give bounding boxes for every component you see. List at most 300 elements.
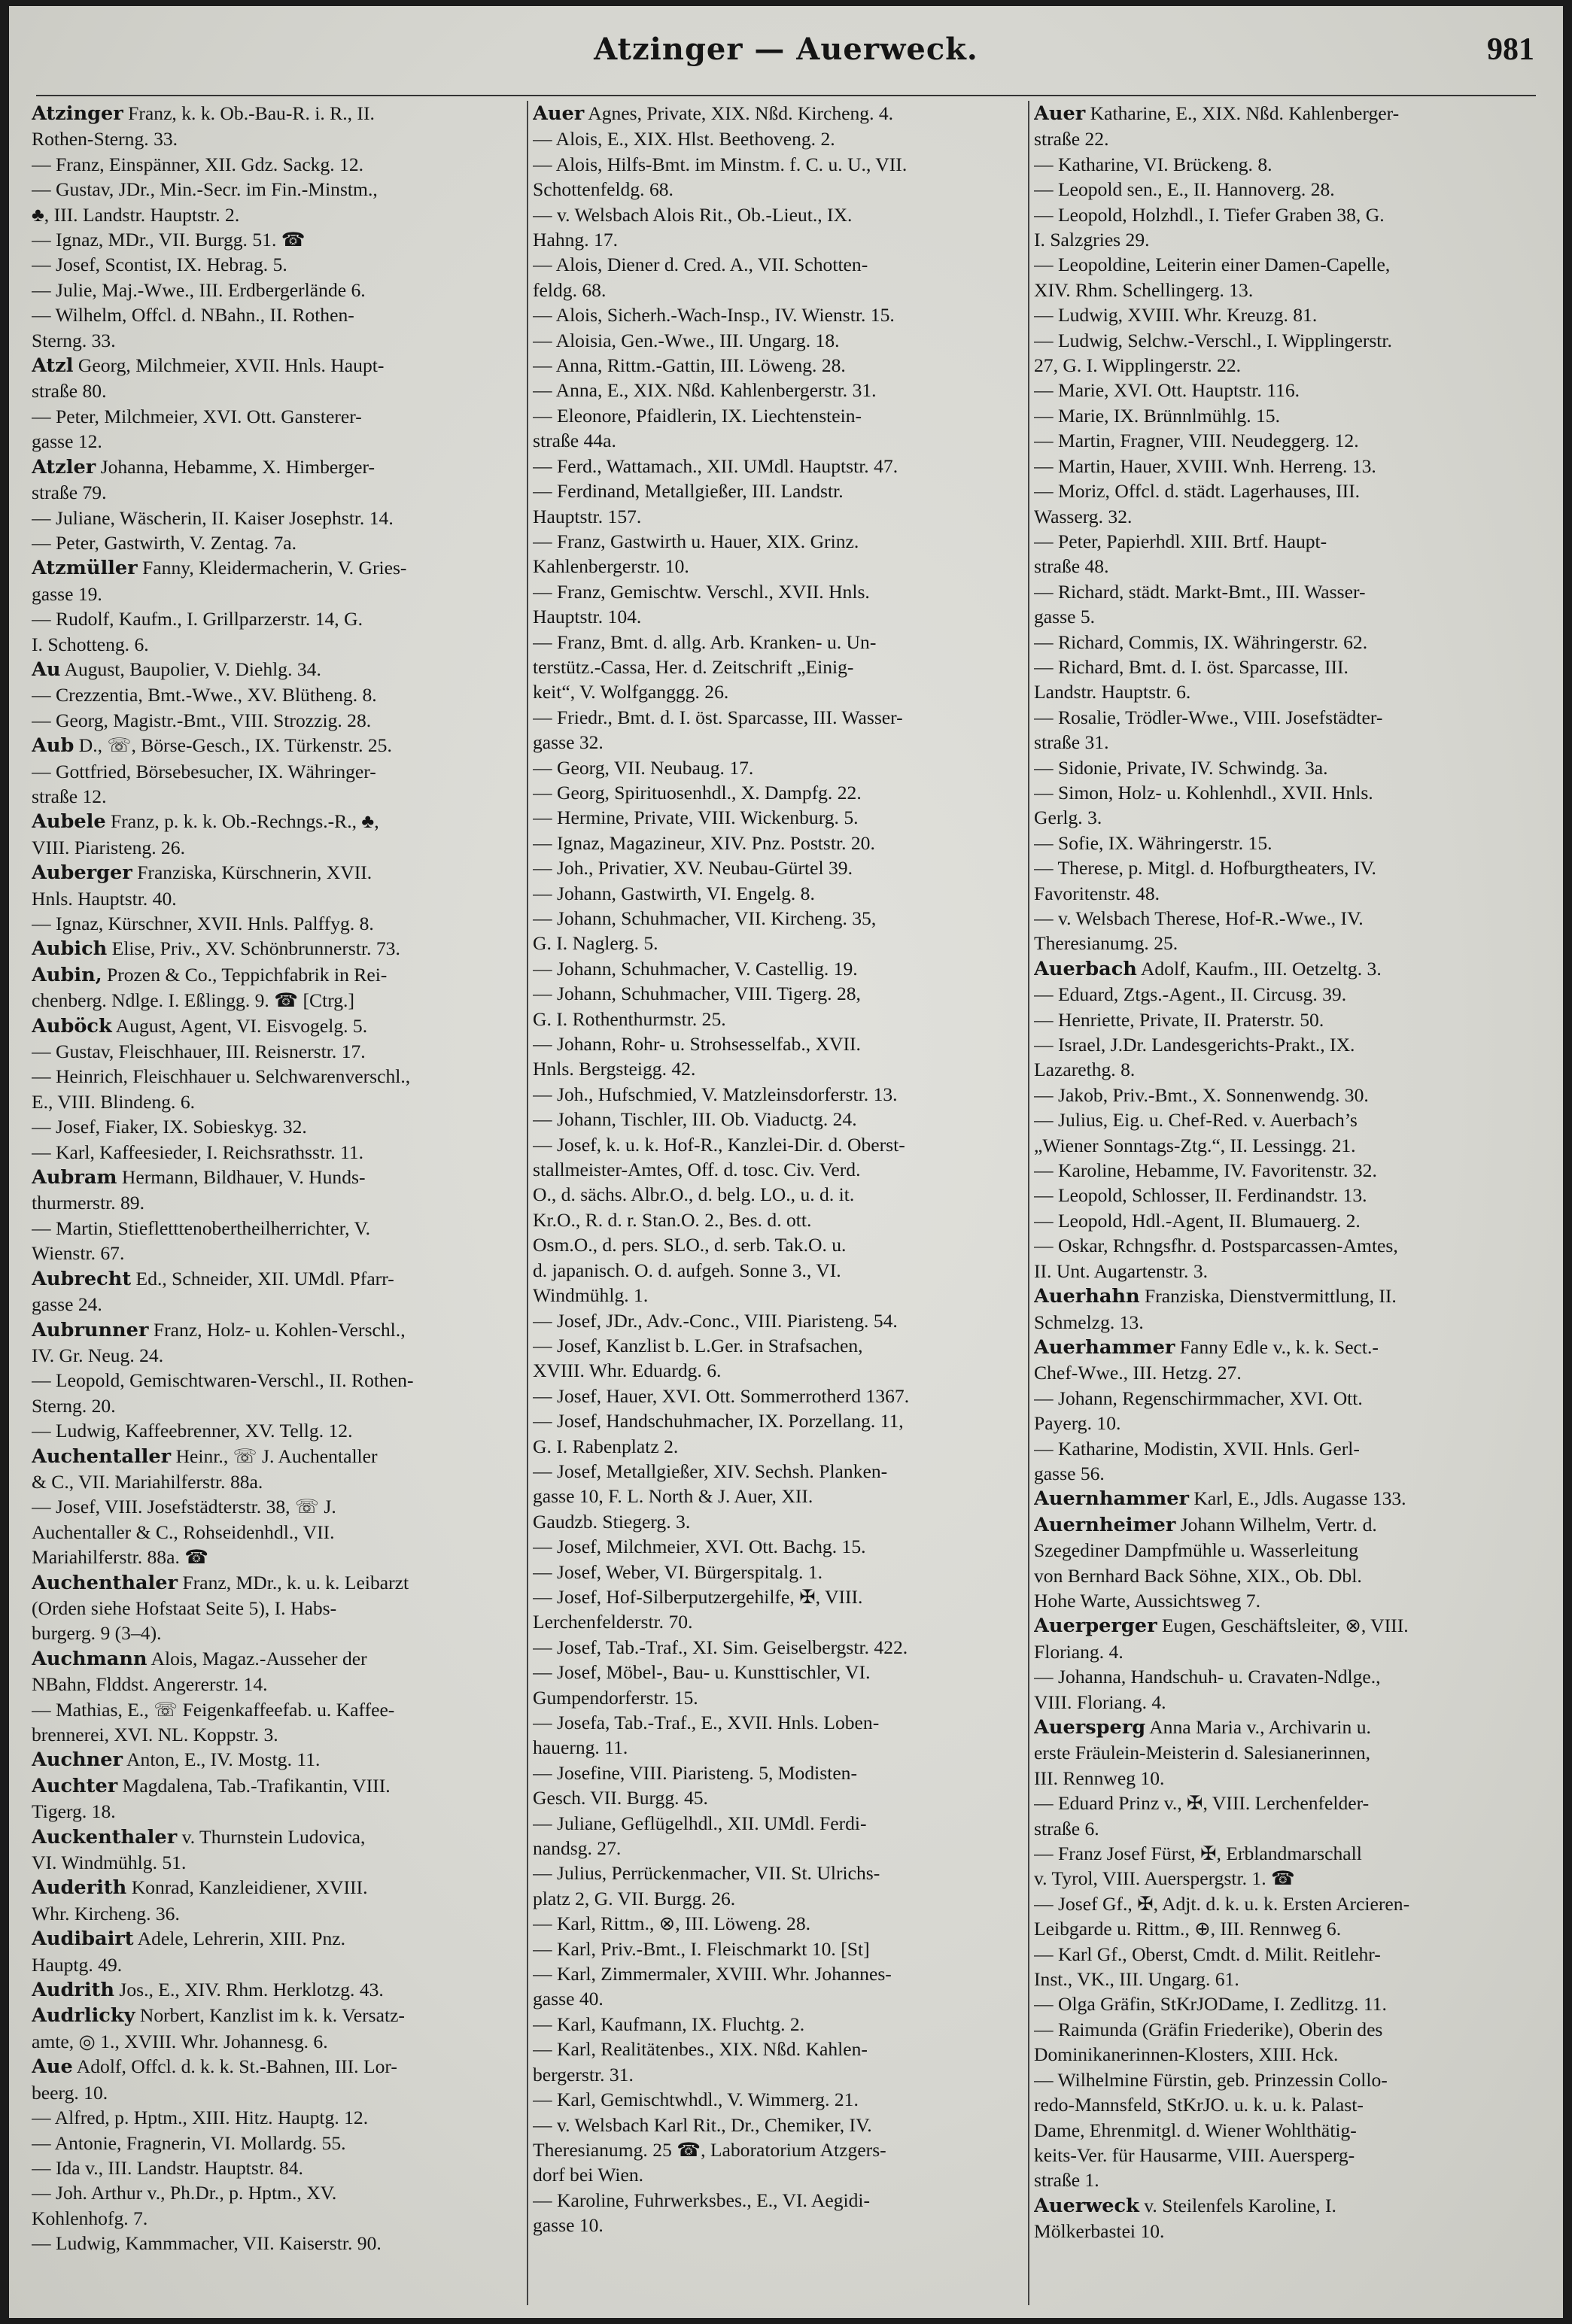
directory-entry [533,478,1022,529]
directory-entry [32,1216,521,1266]
directory-entry [1034,152,1532,177]
directory-entry [32,530,521,555]
directory-entry [533,1760,1022,1811]
entry-text: — Karoline, Fuhrwerksbes., E., VI. Aegidi- gasse 10. [533,2189,871,2237]
entry-text: — Ida v., III. Landstr. Hauptstr. 84. [32,2156,303,2179]
directory-entry [1034,982,1532,1007]
entry-text: — Peter, Gastwirth, V. Zentag. 7a. [32,531,297,554]
directory-entry [32,1824,521,1876]
directory-entry [533,981,1022,1031]
entry-text: — Joh., Privatier, XV. Neubau-Gürtel 39. [533,857,853,879]
entry-text: — Richard, Bmt. d. I. öst. Sparcasse, III. Landstr. Hauptstr. 6. [1034,655,1349,703]
entry-text: — Leopold sen., E., II. Hannoverg. 28. [1034,178,1335,201]
entry-text: — Alois, Sicherh.-Wach-Insp., IV. Wienstr. 15. [533,304,895,327]
entry-text: Adele, Lehrerin, XIII. Pnz. Hauptg. 49. [32,1928,346,1976]
entry-text: Fanny, Kleidermacherin, V. Gries- gasse 19. [32,557,407,605]
directory-entry [32,1747,521,1773]
entry-surname: Aubich [32,937,108,961]
entry-text: — Johanna, Handschuh- u. Cravaten-Ndlge., VIII. Floriang. 4. [1034,1666,1381,1713]
directory-entry [533,2012,1022,2037]
column-3 [1034,101,1532,2305]
directory-entry [533,126,1022,151]
directory-entry [1034,906,1532,956]
entry-text: — Franz, Bmt. d. allg. Arb. Kranken- u. Un- terstütz.-Cassa, Her. d. Zeitschrift „Einig- keit“, V. Wolfganggg. 26. [533,630,877,703]
directory-entry [533,2188,1022,2238]
entry-text: — Oskar, Rchngsfhr. d. Postsparcassen-Amtes, II. Unt. Augartenstr. 3. [1034,1235,1398,1282]
directory-entry [32,1165,521,1216]
entry-text: Konrad, Kanzleidiener, XVIII. Whr. Kircheng. 36. [32,1876,368,1925]
directory-entry [32,1773,521,1824]
directory-entry [1034,1512,1532,1614]
directory-entry [533,378,1022,403]
directory-entry [533,454,1022,478]
directory-entry [1034,1991,1532,2016]
entry-text: Karl, E., Jdls. Augasse 133. [1188,1487,1406,1510]
entry-surname: Aubele [32,810,106,834]
entry-text: — Richard, städt. Markt-Bmt., III. Wasser- gasse 5. [1034,580,1366,628]
entry-text: — Karl, Zimmermaler, XVIII. Whr. Johannes- gasse 40. [533,1963,892,2010]
entry-text: — Alfred, p. Hptm., XIII. Hitz. Hauptg. 12. [32,2107,369,2129]
entry-text: — Josef, Metallgießer, XIV. Sechsh. Planken- gasse 10, F. L. North & J. Auer, XII. Gaudzb. Stiegerg. 3. [533,1460,888,1533]
directory-entry [1034,831,1532,855]
directory-entry [1034,101,1532,152]
entry-surname: Auerperger [1034,1615,1157,1638]
directory-entry [1034,1083,1532,1107]
entry-text: — Gustav, JDr., Min.-Secr. im Fin.-Minstm., ♣, III. Landstr. Hauptstr. 2. [32,178,378,226]
entry-text: — Eduard, Ztgs.-Agent., II. Circusg. 39. [1034,983,1347,1006]
entry-text: — Franz, Einspänner, XII. Gdz. Sackg. 12. [32,153,364,175]
entry-text: — Franz, Gemischtw. Verschl., XVII. Hnls. Hauptstr. 104. [533,580,870,628]
directory-entry [533,1082,1022,1107]
entry-text: — Rudolf, Kaufm., I. Grillparzerstr. 14, G. I. Schotteng. 6. [32,608,363,655]
directory-entry [533,705,1022,755]
directory-entry [32,657,521,682]
directory-entry [32,177,521,227]
entry-text: Ed., Schneider, XII. UMdl. Pfarr- gasse 24. [32,1267,394,1316]
entry-text: Prozen & Co., Teppichfabrik in Rei- chenberg. Ndlge. I. Eßlingg. 9. ☎ [Ctrg.] [32,963,388,1012]
entry-surname: Audrith [32,1979,114,2002]
directory-entry [533,1660,1022,1710]
entry-text: — Martin, Fragner, VIII. Neudeggerg. 12. [1034,430,1359,452]
directory-entry [32,252,521,277]
directory-entry [32,1317,521,1369]
directory-entry [533,302,1022,327]
entry-text: — Josef, Milchmeier, XVI. Ott. Bachg. 15. [533,1536,866,1558]
directory-entry [32,404,521,454]
directory-entry [533,1861,1022,1911]
entry-surname: Auböck [32,1014,112,1037]
directory-entry [533,780,1022,805]
directory-entry [533,1961,1022,2012]
directory-entry [32,1140,521,1165]
entry-text: — Ignaz, MDr., VII. Burgg. 51. ☎ [32,229,306,251]
entry-text: Elise, Priv., XV. Schönbrunnerstr. 73. [107,937,400,960]
directory-entry [1034,755,1532,780]
directory-entry [32,1368,521,1418]
directory-entry [32,278,521,302]
directory-entry [533,2037,1022,2087]
entry-surname: Atzl [32,354,74,378]
entry-text: — Leopold, Hdl.-Agent, II. Blumauerg. 2. [1034,1209,1361,1232]
entry-text: — Karl, Rittm., ⊗, III. Löweng. 28. [533,1912,811,1935]
entry-text: Franz, p. k. k. Ob.-Rechngs.-R., ♣, VIII. Piaristeng. 26. [32,810,379,858]
entry-surname: Auernheimer [1034,1513,1176,1536]
entry-text: — Josef, Weber, VI. Bürgerspitalg. 1. [533,1560,823,1583]
entry-text: — Georg, Spirituosenhdl., X. Dampfg. 22. [533,781,862,804]
page-number: 981 [1487,32,1534,67]
entry-text: — Juliane, Wäscherin, II. Kaiser Josephstr. 14. [32,506,394,529]
entry-text: — Richard, Commis, IX. Währingerstr. 62. [1034,630,1368,653]
entry-text: — Johann, Rohr- u. Strohsesselfab., XVII. Hnls. Bergsteigg. 42. [533,1033,861,1080]
directory-entry [1034,529,1532,579]
directory-entry [1034,780,1532,831]
entry-text: — Marie, XVI. Ott. Hauptstr. 116. [1034,379,1300,402]
directory-entry [1034,1107,1532,1158]
directory-entry [32,1977,521,2003]
directory-entry [32,1926,521,1977]
directory-entry [1034,2193,1532,2244]
entry-surname: Auerweck [1034,2194,1139,2217]
directory-entry [533,805,1022,830]
entry-text: Franz, MDr., k. u. k. Leibarzt (Orden siehe Hofstaat Seite 5), I. Habs- burgerg. 9 (3–4). [32,1571,409,1645]
directory-entry [533,956,1022,981]
entry-text: — Julius, Perrückenmacher, VII. St. Ulrichs- platz 2, G. VII. Burgg. 26. [533,1862,880,1909]
entry-text: Magdalena, Tab.-Trafikantin, VIII. Tigerg. 18. [32,1774,391,1823]
entry-surname: Auderith [32,1876,127,1900]
directory-entry [1034,579,1532,630]
directory-entry [32,1697,521,1748]
directory-entry [1034,1841,1532,1891]
directory-entry [533,1560,1022,1584]
directory-page [9,6,1563,2318]
entry-text: — Johann, Schuhmacher, V. Castellig. 19. [533,957,858,980]
entry-text: — Friedr., Bmt. d. I. öst. Sparcasse, III. Wasser- gasse 32. [533,706,903,754]
entry-text: Anna Maria v., Archivarin u. erste Fräulein-Meisterin d. Salesianerinnen, III. Rennweg 10. [1034,1716,1371,1789]
entry-text: — Julius, Eig. u. Chef-Red. v. Auerbach’s „Wiener Sonntags-Ztg.“, II. Lessingg. 21. [1034,1109,1358,1156]
directory-entry [32,2054,521,2105]
directory-entry [32,2105,521,2130]
entry-text: — Josef, Handschuhmacher, IX. Porzellang. 11, G. I. Rabenplatz 2. [533,1410,904,1457]
entry-surname: Auchentaller [32,1445,172,1468]
entry-surname: Auernhammer [1034,1487,1189,1511]
entry-text: Johann Wilhelm, Vertr. d. Szegediner Dampfmühle u. Wasserleitung von Bernhard Back Söhne, XIX., Ob. Dbl. Hohe Warte, Aussichtsweg 7. [1034,1513,1377,1612]
entry-text: — Raimunda (Gräfin Friederike), Oberin des Dominikanerinnen-Klosters, XIII. Hck. [1034,2018,1383,2066]
directory-entry [1034,855,1532,906]
directory-entry [533,855,1022,880]
directory-entry [1034,1664,1532,1715]
directory-entry [1034,630,1532,655]
entry-text: — Alois, Hilfs-Bmt. im Minstm. f. C. u. U., VII. Schottenfeldg. 68. [533,153,908,201]
directory-entry [533,755,1022,780]
entry-text: — Wilhelm, Offcl. d. NBahn., II. Rothen- Sterng. 33. [32,304,354,351]
entry-text: — Josef, Tab.-Traf., XI. Sim. Geiselbergstr. 422. [533,1636,908,1658]
entry-text: — Simon, Holz- u. Kohlenhdl., XVII. Hnls. Gerlg. 3. [1034,781,1373,829]
entry-text: — Karl, Gemischtwhdl., V. Wimmerg. 21. [533,2089,859,2111]
entry-text: — Josef, Scontist, IX. Hebrag. 5. [32,254,287,276]
entry-text: — Josef, Fiaker, IX. Sobieskyg. 32. [32,1116,307,1138]
entry-text: — Sofie, IX. Währingerstr. 15. [1034,831,1272,854]
entry-text: — Leopold, Holzhdl., I. Tiefer Graben 38, G. I. Salzgries 29. [1034,203,1385,251]
entry-text: — Franz Josef Fürst, ✠, Erblandmarschall v. Tyrol, VIII. Auerspergstr. 1. ☎ [1034,1842,1362,1890]
directory-entry [533,1534,1022,1559]
entry-text: — Georg, Magistr.-Bmt., VIII. Strozzig. 28. [32,709,372,731]
directory-entry [1034,1032,1532,1083]
directory-entry [533,1384,1022,1408]
directory-entry [1034,1891,1532,1942]
directory-entry [533,1308,1022,1333]
entry-text: — Juliane, Geflügelhdl., XII. UMdl. Ferdi- nandsg. 27. [533,1812,867,1860]
entry-surname: Auersperg [1034,1716,1146,1739]
directory-entry [32,1266,521,1317]
directory-entry [1034,454,1532,478]
directory-entry [533,529,1022,579]
directory-entry [533,1408,1022,1459]
entry-text: — Ignaz, Magazineur, XIV. Pnz. Poststr. 20. [533,831,875,854]
column-2 [533,101,1022,2305]
directory-entry [533,1584,1022,1635]
column-1 [32,101,521,2305]
directory-entry [32,152,521,177]
directory-entry [1034,177,1532,202]
directory-entry [533,1811,1022,1861]
entry-surname: Auerbach [1034,957,1137,980]
directory-entry [533,1107,1022,1132]
entry-text: v. Steilenfels Karoline, I. Mölkerbastei 10. [1034,2194,1336,2243]
directory-entry [32,860,521,911]
entry-surname: Audibairt [32,1928,134,1951]
directory-entry [1034,1436,1532,1487]
entry-text: — Karl, Realitätenbes., XIX. Nßd. Kahlen- bergerstr. 31. [533,2038,868,2086]
directory-entry [32,2131,521,2155]
entry-text: — Rosalie, Trödler-Wwe., VIII. Josefstädter- straße 31. [1034,706,1383,754]
directory-entry [533,403,1022,454]
directory-entry [32,2003,521,2054]
entry-text: — Josef, k. u. k. Hof-R., Kanzlei-Dir. d. Oberst- stallmeister-Amtes, Off. d. tosc. Civ. Verd. O., d. sächs. Albr.O., d. belg. LO., u. d. it. Kr.O., R. d. r. Stan.O. 2., Bes. d. ott. Osm.O., d. pers. SLO., d. serb. Tak.O. u. d. japanisch. O. d. aufgeh. Sonne 3., VI. Windmühlg. 1. [533,1133,905,1307]
directory-entry [533,1710,1022,1760]
entry-text: — Antonie, Fragnerin, VI. Mollardg. 55. [32,2131,346,2154]
entry-text: Fanny Edle v., k. k. Sect.- Chef-Wwe., III. Hetzg. 27. [1034,1335,1379,1384]
entry-text: Johanna, Hebamme, X. Himberger- straße 79. [32,455,375,504]
directory-entry [533,202,1022,253]
entry-text: Norbert, Kanzlist im k. k. Versatz- amte, ◎ 1., XVIII. Whr. Johannesg. 6. [32,2004,405,2052]
directory-entry [1034,1208,1532,1233]
directory-entry [533,881,1022,906]
entry-surname: Audrlicky [32,2004,135,2028]
column-divider-1 [527,101,528,2305]
entry-text: Jos., E., XIV. Rhm. Herklotzg. 43. [114,1979,384,2001]
entry-text: — Johann, Tischler, III. Ob. Viaductg. 24. [533,1108,857,1131]
entry-text: — Leopoldine, Leiterin einer Damen-Capelle, XIV. Rhm. Schellingerg. 13. [1034,254,1391,301]
directory-entry [533,152,1022,202]
entry-text: Eugen, Geschäftsleiter, ⊗, VIII. Floriang. 4. [1034,1615,1409,1663]
entry-text: — Gottfried, Börsebesucher, IX. Währinger- straße 12. [32,760,376,807]
directory-entry [533,1031,1022,1082]
directory-entry [32,1418,521,1443]
directory-entry [533,906,1022,956]
entry-text: — Johann, Gastwirth, VI. Engelg. 8. [533,882,815,904]
entry-text: Adolf, Kaufm., III. Oetzeltg. 3. [1136,957,1382,980]
entry-surname: Atzler [32,455,96,478]
entry-text: Katharine, E., XIX. Nßd. Kahlenberger- straße 22. [1034,102,1400,150]
entry-surname: Auberger [32,861,132,885]
directory-entry [32,708,521,733]
entry-text: — Ludwig, Kammmacher, VII. Kaiserstr. 90. [32,2232,382,2255]
entry-text: — Joh. Arthur v., Ph.Dr., p. Hptm., XV. Kohlenhofg. 7. [32,2182,337,2229]
directory-entry [32,2231,521,2256]
directory-entry [32,101,521,152]
directory-entry [533,1132,1022,1308]
directory-entry [1034,2067,1532,2193]
directory-entry [1034,1486,1532,1511]
entry-surname: Atzinger [32,102,123,125]
directory-entry [32,1444,521,1495]
directory-entry [32,1039,521,1064]
entry-text: D., ☏, Börse-Gesch., IX. Türkenstr. 25. [74,734,392,757]
directory-entry [32,227,521,252]
entry-text: Franz, Holz- u. Kohlen-Verschl., IV. Gr. Neug. 24. [32,1318,406,1366]
entry-text: Franziska, Kürschnerin, XVII. Hnls. Hauptstr. 40. [32,861,372,910]
entry-text: v. Thurnstein Ludovica, VI. Windmühlg. 51. [32,1825,366,1874]
entry-text: Alois, Magaz.-Ausseher der NBahn, Flddst. Angererstr. 14. [32,1647,367,1696]
directory-entry [533,353,1022,378]
directory-entry [32,1646,521,1697]
entry-text: — Anna, Rittm.-Gattin, III. Löweng. 28. [533,354,846,377]
entry-text: — Ludwig, Selchw.-Verschl., I. Wipplingerstr. 27, G. I. Wipplingerstr. 22. [1034,329,1392,377]
directory-entry [533,630,1022,705]
entry-text: — Ferd., Wattamach., XII. UMdl. Hauptstr. 47. [533,454,899,477]
entry-text: — v. Welsbach Therese, Hof-R.-Wwe., IV. Theresianumg. 25. [1034,907,1364,955]
directory-entry [32,1064,521,1114]
directory-entry [1034,1715,1532,1791]
entry-text: — v. Welsbach Karl Rit., Dr., Chemiker, IV. Theresianumg. 25 ☎, Laboratorium Atzgers- dorf bei Wien. [533,2113,886,2186]
entry-text: — Gustav, Fleischhauer, III. Reisnerstr. 17. [32,1040,366,1063]
directory-entry [533,328,1022,353]
directory-entry [32,1013,521,1039]
directory-entry [32,2155,521,2180]
directory-entry [1034,1386,1532,1436]
entry-text: — Wilhelmine Fürstin, geb. Prinzessin Collo- redo-Mannsfeld, StKrJO. u. k. u. k. Palast- Dame, Ehrenmitgl. d. Wiener Wohlthätig- keits-Ver. für Hausarme, VIII. Auersperg- straße 1. [1034,2068,1388,2192]
entry-surname: Auchner [32,1748,123,1772]
directory-entry [32,911,521,936]
directory-entry [32,936,521,961]
directory-entry [1034,478,1532,529]
directory-entry [533,252,1022,302]
directory-entry [32,1875,521,1926]
directory-entry [533,2113,1022,2188]
entry-text: — Aloisia, Gen.-Wwe., III. Ungarg. 18. [533,329,840,351]
entry-text: — Olga Gräfin, StKrJODame, I. Zedlitzg. 11. [1034,1993,1387,2016]
entry-text: Adolf, Offcl. d. k. k. St.-Bahnen, III. Lor- beerg. 10. [32,2055,397,2104]
entry-text: — Alois, Diener d. Cred. A., VII. Schotten- feldg. 68. [533,254,868,301]
entry-text: August, Baupolier, V. Diehlg. 34. [60,658,321,680]
directory-entry [32,302,521,353]
entry-surname: Atzmüller [32,557,138,580]
directory-entry [32,555,521,606]
directory-entry [1034,202,1532,253]
entry-text: — Karoline, Hebamme, IV. Favoritenstr. 32. [1034,1159,1377,1182]
directory-entry [1034,705,1532,755]
entry-text: — Julie, Maj.-Wwe., III. Erdbergerlände 6. [32,278,366,301]
entry-text: — Peter, Milchmeier, XVI. Ott. Gansterer- gasse 12. [32,405,362,453]
running-title: Atzinger — Auerweck. [594,32,978,67]
directory-entry [533,1333,1022,1384]
entry-text: — Karl, Priv.-Bmt., I. Fleischmarkt 10. [St] [533,1937,870,1960]
directory-entry [533,2087,1022,2112]
entry-text: — Josef, JDr., Adv.-Conc., VIII. Piaristeng. 54. [533,1309,898,1332]
entry-text: — Katharine, VI. Brückeng. 8. [1034,153,1272,175]
entry-text: — Anna, E., XIX. Nßd. Kahlenbergerstr. 31. [533,379,877,402]
entry-text: — Katharine, Modistin, XVII. Hnls. Gerl- gasse 56. [1034,1437,1360,1484]
directory-entry [1034,956,1532,982]
entry-text: Hermann, Bildhauer, V. Hunds- thurmerstr. 89. [32,1166,366,1214]
entry-surname: Aubin, [32,963,102,986]
entry-surname: Auerhahn [1034,1285,1140,1308]
entry-surname: Aubram [32,1166,117,1189]
directory-entry [1034,1335,1532,1386]
entry-text: — Johann, Regenschirmmacher, XVI. Ott. Payerg. 10. [1034,1387,1363,1435]
entry-text: — Marie, IX. Brünnlmühlg. 15. [1034,404,1280,427]
directory-entry [1034,1233,1532,1284]
entry-text: — Josef, Kanzlist b. L.Ger. in Strafsachen, XVIII. Whr. Eduardg. 6. [533,1334,863,1382]
entry-text: — Ludwig, Kaffeebrenner, XV. Tellg. 12. [32,1420,353,1442]
entry-text: — Martin, Hauer, XVIII. Wnh. Herreng. 13. [1034,454,1376,477]
entry-surname: Auchmann [32,1647,147,1670]
entry-text: — Leopold, Gemischtwaren-Verschl., II. Rothen- Sterng. 20. [32,1369,414,1417]
directory-entry [533,1937,1022,1961]
entry-text: — Josef, Möbel-, Bau- u. Kunsttischler, VI. Gumpendorferstr. 15. [533,1661,871,1709]
entry-text: — Joh., Hufschmied, V. Matzleinsdorferstr. 13. [533,1083,898,1105]
page-header [9,32,1563,77]
entry-text: — Crezzentia, Bmt.-Wwe., XV. Blütheng. 8. [32,684,377,706]
directory-entry [1034,252,1532,302]
directory-entry [533,1459,1022,1534]
directory-entry [32,353,521,404]
entry-text: — Eduard Prinz v., ✠, VIII. Lerchenfelder- straße 6. [1034,1792,1370,1839]
entry-text: — Josef, VIII. Josefstädterstr. 38, ☏ J. Auchentaller & C., Rohseidenhdl., VII. Mariahilferstr. 88a. ☎ [32,1496,336,1569]
directory-entry [32,2180,521,2231]
directory-entry [533,831,1022,855]
directory-entry [1034,403,1532,428]
directory-entry [1034,1158,1532,1183]
entry-text: — Leopold, Schlosser, II. Ferdinandstr. 13. [1034,1184,1367,1207]
entry-surname: Aue [32,2055,73,2079]
entry-text: — Heinrich, Fleischhauer u. Selchwarenverschl., E., VIII. Blindeng. 6. [32,1065,411,1113]
directory-entry [32,809,521,860]
header-rule [36,95,1536,96]
directory-entry [32,506,521,530]
directory-entry [1034,302,1532,327]
entry-surname: Auer [533,102,585,125]
entry-text: — Johann, Schuhmacher, VII. Kircheng. 35, G. I. Naglerg. 5. [533,907,877,955]
entry-text: — Josef, Hauer, XVI. Ott. Sommerrotherd 1367. [533,1384,910,1407]
entry-surname: Aubrecht [32,1267,132,1290]
entry-text: — v. Welsbach Alois Rit., Ob.-Lieut., IX. Hahng. 17. [533,203,853,251]
entry-text: — Moriz, Offcl. d. städt. Lagerhauses, III. Wasserg. 32. [1034,480,1361,527]
column-divider-2 [1028,101,1029,2305]
entry-text: August, Agent, VI. Eisvogelg. 5. [111,1014,368,1037]
directory-entry [1034,378,1532,403]
directory-entry [32,606,521,657]
directory-entry [1034,2017,1532,2067]
entry-text: Heinr., ☏ J. Auchentaller & C., VII. Mariahilferstr. 88a. [32,1445,378,1493]
entry-text: Agnes, Private, XIX. Nßd. Kircheng. 4. [584,102,894,124]
entry-surname: Aub [32,734,74,758]
directory-entry [1034,328,1532,378]
entry-text: — Josefa, Tab.-Traf., E., XVII. Hnls. Loben- hauerng. 11. [533,1712,880,1759]
directory-entry [32,1114,521,1139]
entry-text: — Josefine, VIII. Piaristeng. 5, Modisten- Gesch. VII. Burgg. 45. [533,1761,858,1809]
entry-text: — Mathias, E., ☏ Feigenkaffeefab. u. Kaffee- brennerei, XVI. NL. Koppstr. 3. [32,1698,395,1745]
